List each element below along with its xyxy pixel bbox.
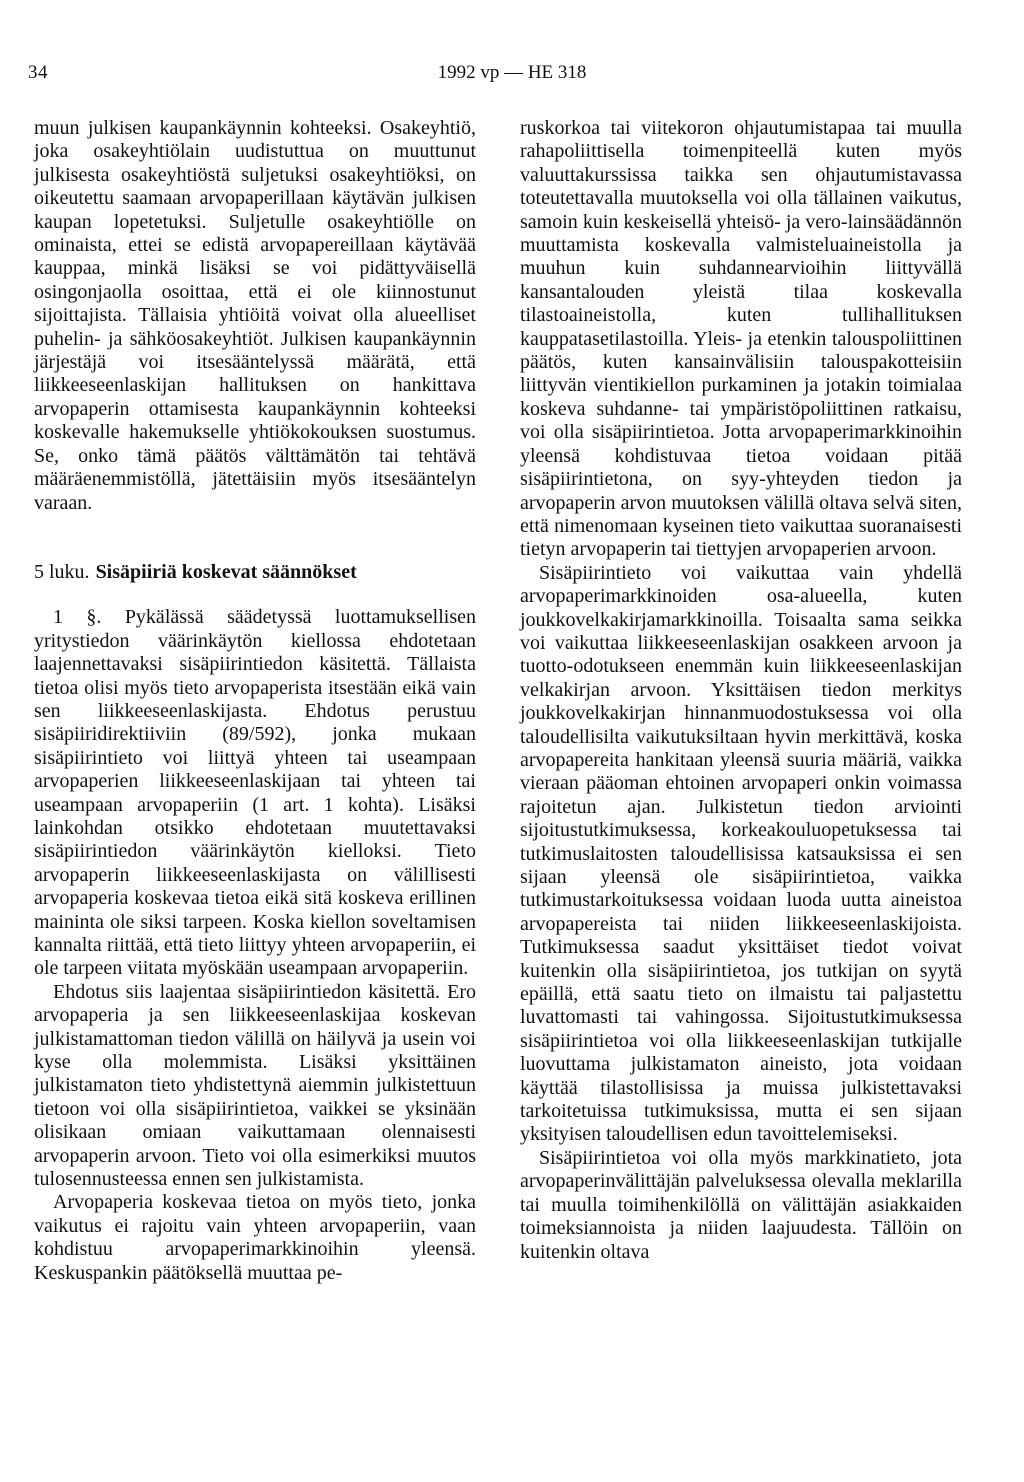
section-number: 1 §. — [53, 606, 102, 629]
chapter-title: Sisäpiiriä koskevat säännökset — [95, 560, 357, 583]
paragraph: Arvopaperia koskevaa tietoa on myös tieto, jonka vaikutus ei rajoitu vain yhteen arvopaperiin, vaan kohdistuu arvopaperimarkkinoihin yleensä. Keskuspankin päätöksellä muuttaa pe- — [34, 1191, 476, 1284]
paragraph: Ehdotus siis laajentaa sisäpiirintiedon käsitettä. Ero arvopaperia ja sen liikkeeseenlaskijaa koskevan julkistamattoman tiedon välillä on häilyvä ja usein voi kyse olla molemmista. Lisäksi yksittäinen julkistamaton tieto yhdistettynä aiemmin julkistettuun tietoon voi olla sisäpiirintietoa, vaikkei se yksinään olisikaan omiaan vaikuttamaan olennaisesti arvopaperin arvoon. Tieto voi olla esimerkiksi muutos tulosennusteessa ennen sen julkistamista. — [34, 980, 476, 1191]
chapter-heading — [34, 561, 476, 584]
section-paragraph — [34, 606, 476, 981]
running-head: 1992 vp — HE 318 — [437, 62, 587, 83]
chapter-number: 5 luku. — [34, 560, 90, 583]
paragraph: muun julkisen kaupankäynnin kohteeksi. Osakeyhtiö, joka osakeyhtiölain uudistuttua on muuttunut julkisesta osakeyhtiöstä suljetuksi osakeyhtiöksi, on oikeutettu saamaan arvopaperillaan käytävän julkisen kaupan lopetetuksi. Suljetulle osakeyhtiölle on ominaista, ettei se edistä arvopapereillaan käytävää kauppaa, minkä lisäksi se voi pidättyväisellä osingonjaolla osoittaa, että ei ole kiinnostunut sijoittajista. Tällaisia yhtiöitä voivat olla alueelliset puhelin- ja sähköosakeyhtiöt. Julkisen kaupankäynnin järjestäjä voi itsesääntelyssä määrätä, että liikkeeseenlaskijan hallituksen on hankittava arvopaperin ottamisesta kaupankäynnin kohteeksi koskevalle hakemukselle yhtiökokouksen suostumus. Se, onko tämä päätös välttämätön tai tehtävä määräenemmistöllä, jätettäisiin myös itsesääntelyn varaan. — [34, 117, 476, 514]
page-number: 34 — [28, 62, 48, 83]
paragraph: Sisäpiirintieto voi vaikuttaa vain yhdellä arvopaperimarkkinoiden osa-alueella, kuten joukkovelkakirjamarkkinoilla. Toisaalta sama seikka voi vaikuttaa liikkeeseenlaskijan osakkeen arvoon ja tuotto-odotukseen enemmän kuin liikkeeseenlaskijan velkakirjan arvoon. Yksittäisen tiedon merkitys joukkovelkakirjan hinnanmuodostuksessa voi olla taloudellisilta vaikutuksiltaan hyvin merkittävä, koska arvopapereita hankitaan yleensä suuria määriä, vaikka vieraan pääoman ehtoinen arvopaperi onkin voimassa rajoitetun ajan. Julkistetun tiedon arviointi sijoitustutkimuksessa, korkeakouluopetuksessa tai tutkimuslaitosten taloudellisissa katsauksissa ei sen sijaan yleensä ole sisäpiirintietoa, vaikka tutkimustarkoituksessa voidaan luoda uutta aineistoa arvopapereista tai niiden liikkeeseenlaskijoista. Tutkimuksessa saadut yksittäiset tiedot voivat kuitenkin olla sisäpiirintietoa, jos tutkijan on syytä epäillä, että saatu tieto on ilmaistu tai paljastettu luvattomasti tai vahingossa. Sijoitustutkimuksessa sisäpiirintietoa voi olla liikkeeseenlaskijan tutkijalle luovuttama julkistamaton aineisto, jota voidaan käyttää tilastollisissa ja muissa julkistettavaksi tarkoitetuissa tutkimuksissa, mutta ei sen sijaan yksityisen taloudellisen edun tavoittelemiseksi. — [520, 561, 962, 1146]
paragraph: Sisäpiirintietoa voi olla myös markkinatieto, jota arvopaperinvälittäjän palveluksessa olevalla meklarilla tai muulla toimihenkilöllä on välittäjän asiakkaiden toimeksiannoista ja niiden laajuudesta. Tällöin on kuitenkin oltava — [520, 1146, 962, 1263]
section-text: Pykälässä säädetyssä luottamuksellisen yritystiedon väärinkäytön kiellossa ehdotetaan laajennettavaksi sisäpiirintiedon käsitettä. Tällaista tietoa olisi myös tieto arvopaperista itsestään eikä vain sen liikkeeseenlaskijasta. Ehdotus perustuu sisäpiiridirektiiviin (89/592), jonka mukaan sisäpiirintieto voi liittyä yhteen tai useampaan arvopaperien liikkeeseenlaskijaan tai yhteen tai useampaan arvopaperiin (1 art. 1 kohta). Lisäksi lainkohdan otsikko ehdotetaan muutettavaksi sisäpiirintiedon väärinkäytön kielloksi. Tieto arvopaperin liikkeeseenlaskijasta on välillisesti arvopaperia koskevaa tietoa eikä sitä koskeva erillinen maininta ole siksi tarpeen. Koska kiellon soveltamisen kannalta riittää, että tieto liittyy yhteen arvopaperiin, ei ole tarpeen viitata myöskään useampaan arvopaperiin. — [34, 606, 477, 980]
paragraph: ruskorkoa tai viitekoron ohjautumistapaa tai muulla rahapoliittisella toimenpiteellä kuten myös valuuttakurssissa taikka sen ohjautumistavassa toteutettavalla muutoksella voi olla tällainen vaikutus, samoin kuin keskeisellä yhteisö- ja vero-lainsäädännön muuttamista koskevalla valmisteluaineistolla ja muuhun kuin suhdannearvioihin liittyvällä kansantalouden yleistä tilaa koskevalla tilastoaineistolla, kuten tullihallituksen kauppatasetilastoilla. Yleis- ja etenkin talouspoliittinen päätös, kuten kansainvälisiin talouspakotteisiin liittyvän vientikiellon purkaminen ja jotakin toimialaa koskeva suhdanne- tai ympäristöpoliittinen ratkaisu, voi olla sisäpiirintietoa. Jotta arvopaperimarkkinoihin yleensä kohdistuvaa tietoa voidaan pitää sisäpiirintietona, on syy-yhteyden tiedon ja arvopaperin arvon muutoksen välillä oltava selvä siten, että nimenomaan kyseinen tieto vaikuttaa suoranaisesti tietyn arvopaperin tai tiettyjen arvopaperien arvoon. — [520, 117, 962, 561]
left-column — [34, 117, 476, 1285]
right-column — [520, 117, 962, 1264]
